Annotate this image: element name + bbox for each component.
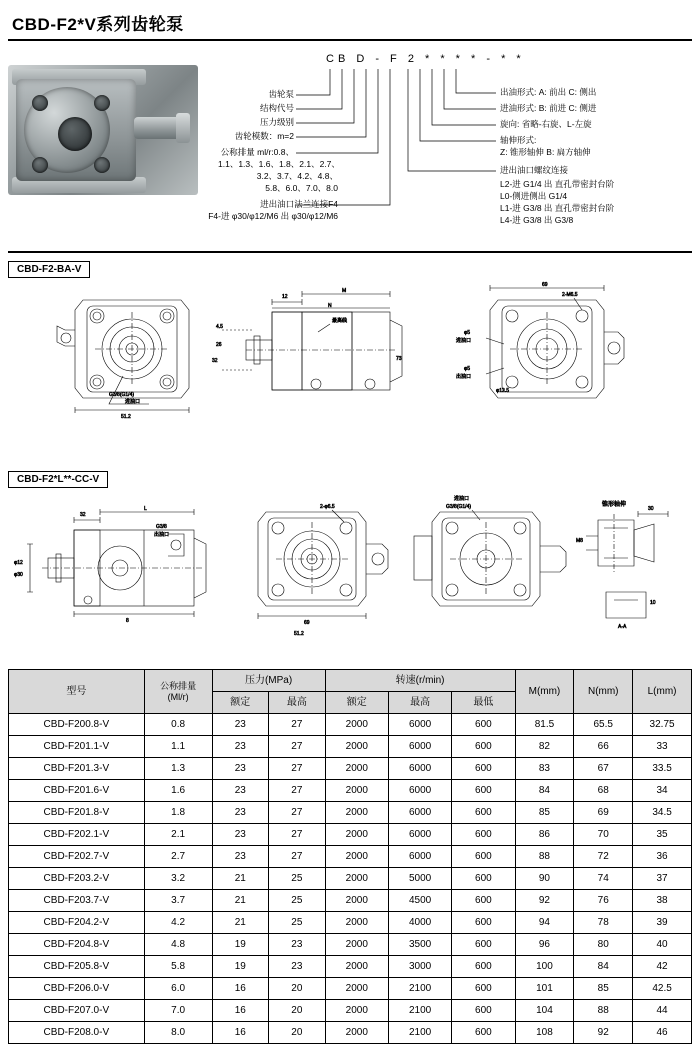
cell-model: CBD-F204.8-V: [9, 934, 145, 956]
th-speed-max: 最高: [388, 692, 451, 714]
product-photo: [8, 65, 198, 195]
cell-pressure-rated: 23: [212, 780, 269, 802]
table-row: [9, 934, 692, 956]
cell-speed-min: 600: [452, 714, 515, 736]
cell-model: CBD-F201.8-V: [9, 802, 145, 824]
cell-pressure-rated: 23: [212, 736, 269, 758]
cell-pressure-max: 27: [269, 846, 326, 868]
cell-n: 76: [574, 890, 633, 912]
svg-text:10: 10: [650, 600, 656, 606]
cell-displacement: 3.7: [144, 890, 212, 912]
cell-m: 81.5: [515, 714, 574, 736]
drawing-section-cc: [8, 469, 692, 663]
section-divider: [8, 251, 692, 253]
svg-text:G3/8(G1/4): G3/8(G1/4): [446, 504, 472, 510]
cell-speed-min: 600: [452, 846, 515, 868]
cell-speed-rated: 2000: [325, 802, 388, 824]
table-row: [9, 714, 692, 736]
cell-n: 84: [574, 956, 633, 978]
cell-n: 85: [574, 978, 633, 1000]
svg-text:G3/8(G1/4): G3/8(G1/4): [109, 392, 135, 398]
cell-m: 83: [515, 758, 574, 780]
svg-text:N: N: [328, 303, 332, 309]
th-speed-min: 最低: [452, 692, 515, 714]
cell-speed-rated: 2000: [325, 824, 388, 846]
svg-text:φ5: φ5: [464, 330, 471, 336]
svg-text:51.2: 51.2: [121, 414, 131, 420]
cell-m: 84: [515, 780, 574, 802]
cell-n: 78: [574, 912, 633, 934]
code-label-outlet-form: 出油形式: A: 前出 C: 侧出: [500, 87, 597, 97]
cell-m: 90: [515, 868, 574, 890]
cell-pressure-max: 27: [269, 824, 326, 846]
th-speed-rated: 额定: [325, 692, 388, 714]
cell-speed-rated: 2000: [325, 846, 388, 868]
technical-drawing-ba: [8, 278, 692, 463]
svg-text:26: 26: [216, 342, 222, 348]
drawing-canvas-cc: [8, 488, 692, 663]
cell-displacement: 1.1: [144, 736, 212, 758]
svg-text:L: L: [144, 506, 147, 512]
model-code-string: CB D - F 2 * * * * - * *: [326, 53, 525, 65]
cell-pressure-max: 25: [269, 868, 326, 890]
drawing-section-ba-tag: CBD-F2-BA-V: [8, 261, 90, 278]
cell-speed-max: 2100: [388, 1022, 451, 1044]
svg-text:4.5: 4.5: [216, 324, 223, 330]
cell-speed-max: 4500: [388, 890, 451, 912]
cell-n: 67: [574, 758, 633, 780]
svg-text:2-M6.5: 2-M6.5: [562, 292, 578, 298]
cell-pressure-rated: 16: [212, 1022, 269, 1044]
th-displacement: [144, 670, 212, 714]
th-displacement-line2: (Ml/r): [167, 691, 189, 702]
svg-text:锥形轴伸: 锥形轴伸: [602, 502, 627, 508]
technical-drawing-cc: [8, 488, 692, 663]
cell-speed-min: 600: [452, 956, 515, 978]
cell-displacement: 4.8: [144, 934, 212, 956]
code-label-displacement-row4: 5.8、6.0、7.0、8.0: [265, 183, 338, 193]
cell-speed-rated: 2000: [325, 1022, 388, 1044]
cell-displacement: 2.7: [144, 846, 212, 868]
code-label-module: 齿轮模数：m=2: [234, 131, 294, 141]
cell-displacement: 1.6: [144, 780, 212, 802]
cell-pressure-max: 25: [269, 890, 326, 912]
cell-pressure-max: 20: [269, 978, 326, 1000]
table-row: [9, 802, 692, 824]
cell-n: 92: [574, 1022, 633, 1044]
cell-speed-min: 600: [452, 824, 515, 846]
cell-model: CBD-F200.8-V: [9, 714, 145, 736]
cell-m: 92: [515, 890, 574, 912]
photo-bolt-hole: [32, 95, 48, 111]
cell-speed-rated: 2000: [325, 780, 388, 802]
svg-text:69: 69: [542, 282, 548, 288]
cell-pressure-max: 27: [269, 802, 326, 824]
cell-model: CBD-F207.0-V: [9, 1000, 145, 1022]
svg-text:φ5: φ5: [464, 366, 471, 372]
table-body: [9, 714, 692, 1044]
cell-l: 35: [633, 824, 692, 846]
svg-text:2-φ6.5: 2-φ6.5: [320, 504, 335, 510]
cell-displacement: 7.0: [144, 1000, 212, 1022]
cell-n: 72: [574, 846, 633, 868]
photo-port-cap: [176, 113, 190, 143]
th-l: L(mm): [633, 670, 692, 714]
cell-model: CBD-F205.8-V: [9, 956, 145, 978]
table-row: [9, 846, 692, 868]
drawing-section-ba: [8, 259, 692, 463]
table-row: [9, 758, 692, 780]
page-title-bar: [8, 8, 692, 41]
svg-text:32: 32: [80, 512, 86, 518]
cell-l: 33.5: [633, 758, 692, 780]
code-label-thread-connection: 进出油口螺纹连接: [500, 165, 569, 175]
cell-pressure-rated: 19: [212, 956, 269, 978]
svg-text:φ12.5: φ12.5: [496, 388, 509, 394]
cell-speed-rated: 2000: [325, 890, 388, 912]
table-row: [9, 1000, 692, 1022]
cell-speed-min: 600: [452, 912, 515, 934]
cell-l: 39: [633, 912, 692, 934]
table-row: [9, 868, 692, 890]
photo-bolt-hole: [94, 95, 110, 111]
code-label-thread-l4: L4-进 G3/8 出 G3/8: [500, 215, 574, 225]
cell-pressure-rated: 23: [212, 714, 269, 736]
cell-speed-max: 6000: [388, 824, 451, 846]
code-label-shaft-form: 轴伸形式:: [500, 135, 537, 145]
cell-speed-min: 600: [452, 1022, 515, 1044]
cell-l: 44: [633, 1000, 692, 1022]
svg-text:进油口: 进油口: [454, 496, 470, 502]
cell-speed-min: 600: [452, 736, 515, 758]
cell-speed-max: 5000: [388, 868, 451, 890]
cell-pressure-rated: 21: [212, 868, 269, 890]
code-label-rotation: 旋向: 省略-右旋、L-左旋: [500, 119, 592, 129]
page-title: CBD-F2*V系列齿轮泵: [12, 15, 184, 34]
cell-displacement: 1.8: [144, 802, 212, 824]
code-label-thread-l2: L2-进 G1/4 出 直孔带密封台阶: [500, 179, 615, 189]
photo-bolt-hole: [32, 157, 48, 173]
cell-pressure-max: 20: [269, 1022, 326, 1044]
code-label-pump-type: 齿轮泵: [268, 89, 294, 99]
th-n: N(mm): [574, 670, 633, 714]
table-row: [9, 1022, 692, 1044]
cell-pressure-rated: 16: [212, 1000, 269, 1022]
cell-n: 68: [574, 780, 633, 802]
cell-l: 36: [633, 846, 692, 868]
code-label-thread-l1: L1-进 G3/8 出 直孔带密封台阶: [500, 203, 615, 213]
table-row: [9, 912, 692, 934]
svg-text:出油口: 出油口: [456, 374, 472, 380]
cell-pressure-max: 23: [269, 934, 326, 956]
cell-speed-rated: 2000: [325, 1000, 388, 1022]
cell-model: CBD-F203.7-V: [9, 890, 145, 912]
cell-speed-max: 6000: [388, 736, 451, 758]
cell-model: CBD-F201.6-V: [9, 780, 145, 802]
cell-model: CBD-F203.2-V: [9, 868, 145, 890]
cell-pressure-rated: 23: [212, 802, 269, 824]
cell-pressure-max: 27: [269, 780, 326, 802]
code-label-displacement: 公称排量 ml/r:0.8、: [220, 147, 294, 157]
cell-displacement: 1.3: [144, 758, 212, 780]
table-row: [9, 736, 692, 758]
cell-n: 70: [574, 824, 633, 846]
cell-m: 101: [515, 978, 574, 1000]
cell-speed-rated: 2000: [325, 758, 388, 780]
code-label-structure: 结构代号: [259, 103, 294, 113]
cell-pressure-max: 23: [269, 956, 326, 978]
cell-m: 88: [515, 846, 574, 868]
th-pressure-group: 压力(MPa): [212, 670, 325, 692]
table-header: [9, 670, 692, 714]
cell-n: 69: [574, 802, 633, 824]
drawing-canvas-ba: [8, 278, 692, 463]
cell-model: CBD-F201.1-V: [9, 736, 145, 758]
cell-pressure-max: 27: [269, 736, 326, 758]
cell-m: 94: [515, 912, 574, 934]
code-label-flange: 进出油口法兰连接F4: [260, 199, 338, 209]
drawing-section-cc-tag: CBD-F2*L**-CC-V: [8, 471, 108, 488]
cell-model: CBD-F202.1-V: [9, 824, 145, 846]
cell-m: 86: [515, 824, 574, 846]
cell-l: 46: [633, 1022, 692, 1044]
cell-m: 96: [515, 934, 574, 956]
cell-displacement: 4.2: [144, 912, 212, 934]
cell-m: 100: [515, 956, 574, 978]
svg-text:51.2: 51.2: [294, 631, 304, 637]
cell-l: 38: [633, 890, 692, 912]
cell-pressure-rated: 23: [212, 758, 269, 780]
cell-model: CBD-F208.0-V: [9, 1022, 145, 1044]
cell-pressure-rated: 21: [212, 912, 269, 934]
cell-displacement: 6.0: [144, 978, 212, 1000]
th-pressure-max: 最高: [269, 692, 326, 714]
cell-speed-min: 600: [452, 890, 515, 912]
photo-shaft: [58, 117, 92, 151]
cell-displacement: 0.8: [144, 714, 212, 736]
cell-displacement: 8.0: [144, 1022, 212, 1044]
svg-text:8: 8: [126, 618, 129, 624]
cell-pressure-max: 27: [269, 714, 326, 736]
th-pressure-rated: 额定: [212, 692, 269, 714]
svg-text:φ30: φ30: [14, 572, 23, 578]
code-label-flange-detail: F4-进 φ30/φ12/M6 出 φ30/φ12/M6: [208, 211, 338, 221]
cell-speed-max: 3000: [388, 956, 451, 978]
cell-pressure-rated: 21: [212, 890, 269, 912]
cell-m: 108: [515, 1022, 574, 1044]
svg-text:G3/8: G3/8: [156, 524, 167, 530]
cell-m: 82: [515, 736, 574, 758]
photo-bolt-hole: [94, 157, 110, 173]
svg-text:出油口: 出油口: [154, 532, 170, 538]
model-code-section: [8, 47, 692, 247]
cell-n: 80: [574, 934, 633, 956]
cell-pressure-rated: 23: [212, 824, 269, 846]
cell-speed-min: 600: [452, 802, 515, 824]
table-row: [9, 956, 692, 978]
svg-text:73: 73: [396, 356, 402, 362]
cell-n: 88: [574, 1000, 633, 1022]
cell-l: 42.5: [633, 978, 692, 1000]
cell-speed-max: 6000: [388, 714, 451, 736]
svg-text:M: M: [342, 288, 347, 294]
cell-speed-max: 2100: [388, 978, 451, 1000]
cell-m: 104: [515, 1000, 574, 1022]
cell-speed-min: 600: [452, 758, 515, 780]
th-speed-group: 转速(r/min): [325, 670, 515, 692]
cell-n: 74: [574, 868, 633, 890]
table-row: [9, 978, 692, 1000]
cell-speed-max: 3500: [388, 934, 451, 956]
cell-l: 42: [633, 956, 692, 978]
cell-model: CBD-F201.3-V: [9, 758, 145, 780]
table-row: [9, 890, 692, 912]
code-label-pressure-class: 压力级别: [259, 117, 294, 127]
svg-text:32: 32: [212, 358, 218, 364]
cell-displacement: 3.2: [144, 868, 212, 890]
cell-pressure-rated: 16: [212, 978, 269, 1000]
cell-pressure-max: 25: [269, 912, 326, 934]
svg-text:69: 69: [304, 620, 310, 626]
cell-l: 32.75: [633, 714, 692, 736]
code-label-thread-l0: L0-侧进侧出 G1/4: [500, 191, 568, 201]
cell-speed-max: 6000: [388, 758, 451, 780]
cell-speed-rated: 2000: [325, 868, 388, 890]
cell-speed-max: 2100: [388, 1000, 451, 1022]
svg-text:A-A: A-A: [618, 624, 627, 630]
table-header-row-1: [9, 670, 692, 692]
svg-text:进油口: 进油口: [125, 399, 141, 405]
cell-displacement: 2.1: [144, 824, 212, 846]
svg-text:φ12: φ12: [14, 560, 23, 566]
cell-l: 34: [633, 780, 692, 802]
cell-n: 65.5: [574, 714, 633, 736]
model-code-diagram: [208, 47, 692, 247]
th-model: 型号: [9, 670, 145, 714]
cell-speed-max: 6000: [388, 802, 451, 824]
svg-text:12: 12: [282, 294, 288, 300]
cell-speed-rated: 2000: [325, 912, 388, 934]
code-label-shaft-types: Z: 锥形轴伸 B: 扁方轴伸: [500, 147, 591, 157]
cell-pressure-max: 20: [269, 1000, 326, 1022]
cell-l: 33: [633, 736, 692, 758]
cell-speed-min: 600: [452, 780, 515, 802]
cell-speed-min: 600: [452, 1000, 515, 1022]
svg-text:最高线: 最高线: [332, 318, 348, 324]
cell-model: CBD-F202.7-V: [9, 846, 145, 868]
svg-text:30: 30: [648, 506, 654, 512]
cell-speed-rated: 2000: [325, 736, 388, 758]
svg-text:M8: M8: [576, 538, 583, 544]
cell-model: CBD-F206.0-V: [9, 978, 145, 1000]
cell-l: 34.5: [633, 802, 692, 824]
cell-displacement: 5.8: [144, 956, 212, 978]
cell-l: 40: [633, 934, 692, 956]
cell-speed-rated: 2000: [325, 978, 388, 1000]
cell-speed-max: 4000: [388, 912, 451, 934]
cell-model: CBD-F204.2-V: [9, 912, 145, 934]
cell-l: 37: [633, 868, 692, 890]
code-label-inlet-form: 进油形式: B: 前进 C: 侧进: [500, 103, 597, 113]
cell-speed-rated: 2000: [325, 934, 388, 956]
th-displacement-line1: 公称排量: [160, 681, 197, 692]
cell-n: 66: [574, 736, 633, 758]
cell-m: 85: [515, 802, 574, 824]
cell-speed-min: 600: [452, 978, 515, 1000]
cell-speed-max: 6000: [388, 846, 451, 868]
cell-pressure-rated: 23: [212, 846, 269, 868]
th-m: M(mm): [515, 670, 574, 714]
cell-pressure-rated: 19: [212, 934, 269, 956]
specification-table: [8, 669, 692, 1044]
table-row: [9, 780, 692, 802]
datasheet-page: [0, 8, 700, 1044]
table-row: [9, 824, 692, 846]
svg-text:进油口: 进油口: [456, 338, 472, 344]
code-label-displacement-row3: 3.2、3.7、4.2、4.8、: [256, 171, 338, 181]
cell-speed-rated: 2000: [325, 956, 388, 978]
cell-speed-min: 600: [452, 868, 515, 890]
cell-pressure-max: 27: [269, 758, 326, 780]
cell-speed-max: 6000: [388, 780, 451, 802]
cell-speed-min: 600: [452, 934, 515, 956]
code-label-displacement-row2: 1.1、1.3、1.6、1.8、2.1、2.7、: [218, 159, 340, 169]
cell-speed-rated: 2000: [325, 714, 388, 736]
